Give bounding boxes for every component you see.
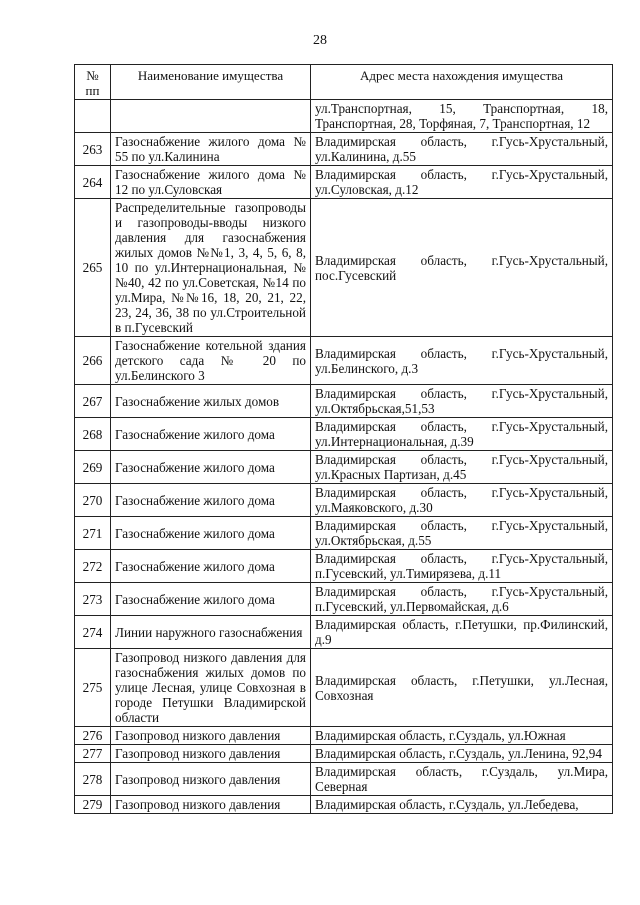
row-number: 278 [75, 763, 111, 796]
table-row [75, 166, 613, 199]
header-address: Адрес места нахождения имущества [311, 65, 613, 100]
property-address: Владимирская область, г.Суздаль, ул.Южная [311, 727, 613, 745]
continuation-address: ул.Транспортная, 15, Транспортная, 18, Транспортная, 28, Торфяная, 7, Транспортная, 12 [311, 100, 613, 133]
property-name: Газопровод низкого давления [111, 763, 311, 796]
property-address: Владимирская область, г.Гусь-Хрустальный, п.Гусевский, ул.Тимирязева, д.11 [311, 550, 613, 583]
table-row [75, 385, 613, 418]
property-name: Газоснабжение жилого дома № 12 по ул.Суловская [111, 166, 311, 199]
property-address: Владимирская область, г.Гусь-Хрустальный, ул.Интернациональная, д.39 [311, 418, 613, 451]
property-name: Распределительные газопроводы и газопроводы-вводы низкого давления для газоснабжения жилых домов №№1, 3, 4, 5, 6, 8, 10 по ул.Интернациональная, №№40, 42 по ул.Советская, №14 по ул.Мира, №№16, 18, 20, 21, 22, 23, 24, 36, 38 по ул.Строительной в п.Гусевский [111, 199, 311, 337]
property-address: Владимирская область, г.Гусь-Хрустальный, ул.Маяковского, д.30 [311, 484, 613, 517]
property-address: Владимирская область, г.Гусь-Хрустальный, п.Гусевский, ул.Первомайская, д.6 [311, 583, 613, 616]
table-row [75, 796, 613, 814]
property-address: Владимирская область, г.Суздаль, ул.Мира, Северная [311, 763, 613, 796]
property-name: Газоснабжение жилого дома [111, 418, 311, 451]
property-table [74, 64, 613, 814]
table-row [75, 745, 613, 763]
table-row [75, 337, 613, 385]
row-number: 264 [75, 166, 111, 199]
row-number: 265 [75, 199, 111, 337]
property-name: Газопровод низкого давления [111, 796, 311, 814]
property-address: Владимирская область, г.Гусь-Хрустальный, ул.Октябрьская,51,53 [311, 385, 613, 418]
row-number: 277 [75, 745, 111, 763]
row-number: 279 [75, 796, 111, 814]
property-address: Владимирская область, г.Гусь-Хрустальный, ул.Красных Партизан, д.45 [311, 451, 613, 484]
property-name: Газоснабжение котельной здания детского сада № 20 по ул.Белинского 3 [111, 337, 311, 385]
table-row [75, 649, 613, 727]
page-number: 28 [313, 33, 327, 48]
table-row [75, 451, 613, 484]
row-number: 263 [75, 133, 111, 166]
property-address: Владимирская область, г.Гусь-Хрустальный, ул.Суловская, д.12 [311, 166, 613, 199]
table-row [75, 199, 613, 337]
property-name: Газоснабжение жилого дома № 55 по ул.Калинина [111, 133, 311, 166]
property-address: Владимирская область, г.Гусь-Хрустальный, пос.Гусевский [311, 199, 613, 337]
property-address: Владимирская область, г.Гусь-Хрустальный, ул.Калинина, д.55 [311, 133, 613, 166]
row-number: 270 [75, 484, 111, 517]
table-row [75, 583, 613, 616]
property-name: Газоснабжение жилого дома [111, 550, 311, 583]
table-row [75, 517, 613, 550]
property-name: Линии наружного газоснабжения [111, 616, 311, 649]
table-row [75, 418, 613, 451]
header-name: Наименование имущества [111, 65, 311, 100]
table-row [75, 763, 613, 796]
property-name: Газоснабжение жилых домов [111, 385, 311, 418]
continuation-row [75, 100, 613, 133]
property-name: Газопровод низкого давления для газоснабжения жилых домов по улице Лесная, улице Совхозная в городе Петушки Владимирской области [111, 649, 311, 727]
row-number: 274 [75, 616, 111, 649]
table-header-row [75, 65, 613, 100]
row-number: 266 [75, 337, 111, 385]
property-address: Владимирская область, г.Суздаль, ул.Ленина, 92,94 [311, 745, 613, 763]
table-row [75, 616, 613, 649]
property-address: Владимирская область, г.Суздаль, ул.Лебедева, [311, 796, 613, 814]
row-number: 268 [75, 418, 111, 451]
property-name: Газоснабжение жилого дома [111, 451, 311, 484]
table-row [75, 484, 613, 517]
row-number: 275 [75, 649, 111, 727]
row-number: 271 [75, 517, 111, 550]
table-row [75, 133, 613, 166]
property-name: Газоснабжение жилого дома [111, 484, 311, 517]
property-address: Владимирская область, г.Гусь-Хрустальный, ул.Белинского, д.3 [311, 337, 613, 385]
table-row [75, 550, 613, 583]
row-number: 272 [75, 550, 111, 583]
row-number: 267 [75, 385, 111, 418]
property-name: Газоснабжение жилого дома [111, 583, 311, 616]
property-name: Газоснабжение жилого дома [111, 517, 311, 550]
property-name: Газопровод низкого давления [111, 727, 311, 745]
property-name: Газопровод низкого давления [111, 745, 311, 763]
row-number: 276 [75, 727, 111, 745]
table-row [75, 727, 613, 745]
property-address: Владимирская область, г.Петушки, пр.Филинский, д.9 [311, 616, 613, 649]
property-address: Владимирская область, г.Петушки, ул.Лесная, Совхозная [311, 649, 613, 727]
header-number: № пп [75, 65, 111, 100]
row-number: 273 [75, 583, 111, 616]
row-number: 269 [75, 451, 111, 484]
property-address: Владимирская область, г.Гусь-Хрустальный, ул.Октябрьская, д.55 [311, 517, 613, 550]
